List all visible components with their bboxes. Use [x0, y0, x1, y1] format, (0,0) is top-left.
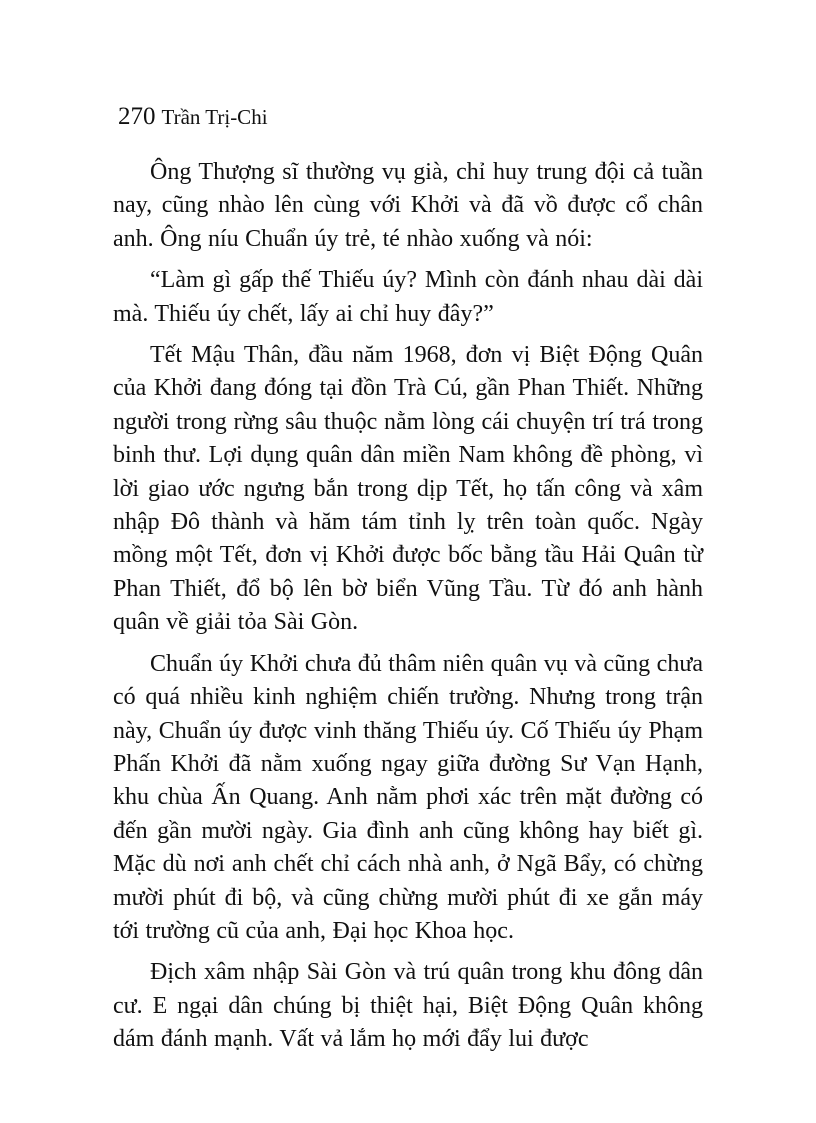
- running-header: [118, 104, 268, 129]
- paragraph: Ông Thượng sĩ thường vụ già, chỉ huy trung đội cả tuần nay, cũng nhào lên cùng với Khởi và đã vồ được cổ chân anh. Ông níu Chuẩn úy trẻ, té nhào xuống và nói:: [113, 159, 703, 252]
- page-number: 270: [118, 103, 156, 130]
- running-header-title: Trần Trị-Chi: [161, 105, 268, 129]
- paragraph: Tết Mậu Thân, đầu năm 1968, đơn vị Biệt Động Quân của Khởi đang đóng tại đồn Trà Cú, gần Phan Thiết. Những người trong rừng sâu thuộc nằm lòng cái chuyện trí trá trong binh thư. Lợi dụng quân dân miền Nam không đề phòng, vì lời giao ước ngưng bắn trong dịp Tết, họ tấn công và xâm nhập Đô thành và hăm tám tỉnh lỵ trên toàn quốc. Ngày mồng một Tết, đơn vị Khởi được bốc bằng tầu Hải Quân từ Phan Thiết, đổ bộ lên bờ biển Vũng Tầu. Từ đó anh hành quân về giải tỏa Sài Gòn.: [113, 342, 703, 636]
- body-text: [113, 156, 703, 1065]
- paragraph: “Làm gì gấp thế Thiếu úy? Mình còn đánh nhau dài dài mà. Thiếu úy chết, lấy ai chỉ huy đây?”: [113, 267, 703, 327]
- paragraph: Chuẩn úy Khởi chưa đủ thâm niên quân vụ và cũng chưa có quá nhiều kinh nghiệm chiến trường. Nhưng trong trận này, Chuẩn úy được vinh thăng Thiếu úy. Cố Thiếu úy Phạm Phấn Khởi đã nằm xuống ngay giữa đường Sư Vạn Hạnh, khu chùa Ấn Quang. Anh nằm phơi xác trên mặt đường có đến gần mười ngày. Gia đình anh cũng không hay biết gì. Mặc dù nơi anh chết chỉ cách nhà anh, ở Ngã Bẩy, có chừng mười phút đi bộ, và cũng chừng mười phút đi xe gắn máy tới trường cũ của anh, Đại học Khoa học.: [113, 650, 703, 944]
- paragraph: Địch xâm nhập Sài Gòn và trú quân trong khu đông dân cư. E ngại dân chúng bị thiệt hại, Biệt Động Quân không dám đánh mạnh. Vất vả lắm họ mới đẩy lui được: [113, 959, 703, 1053]
